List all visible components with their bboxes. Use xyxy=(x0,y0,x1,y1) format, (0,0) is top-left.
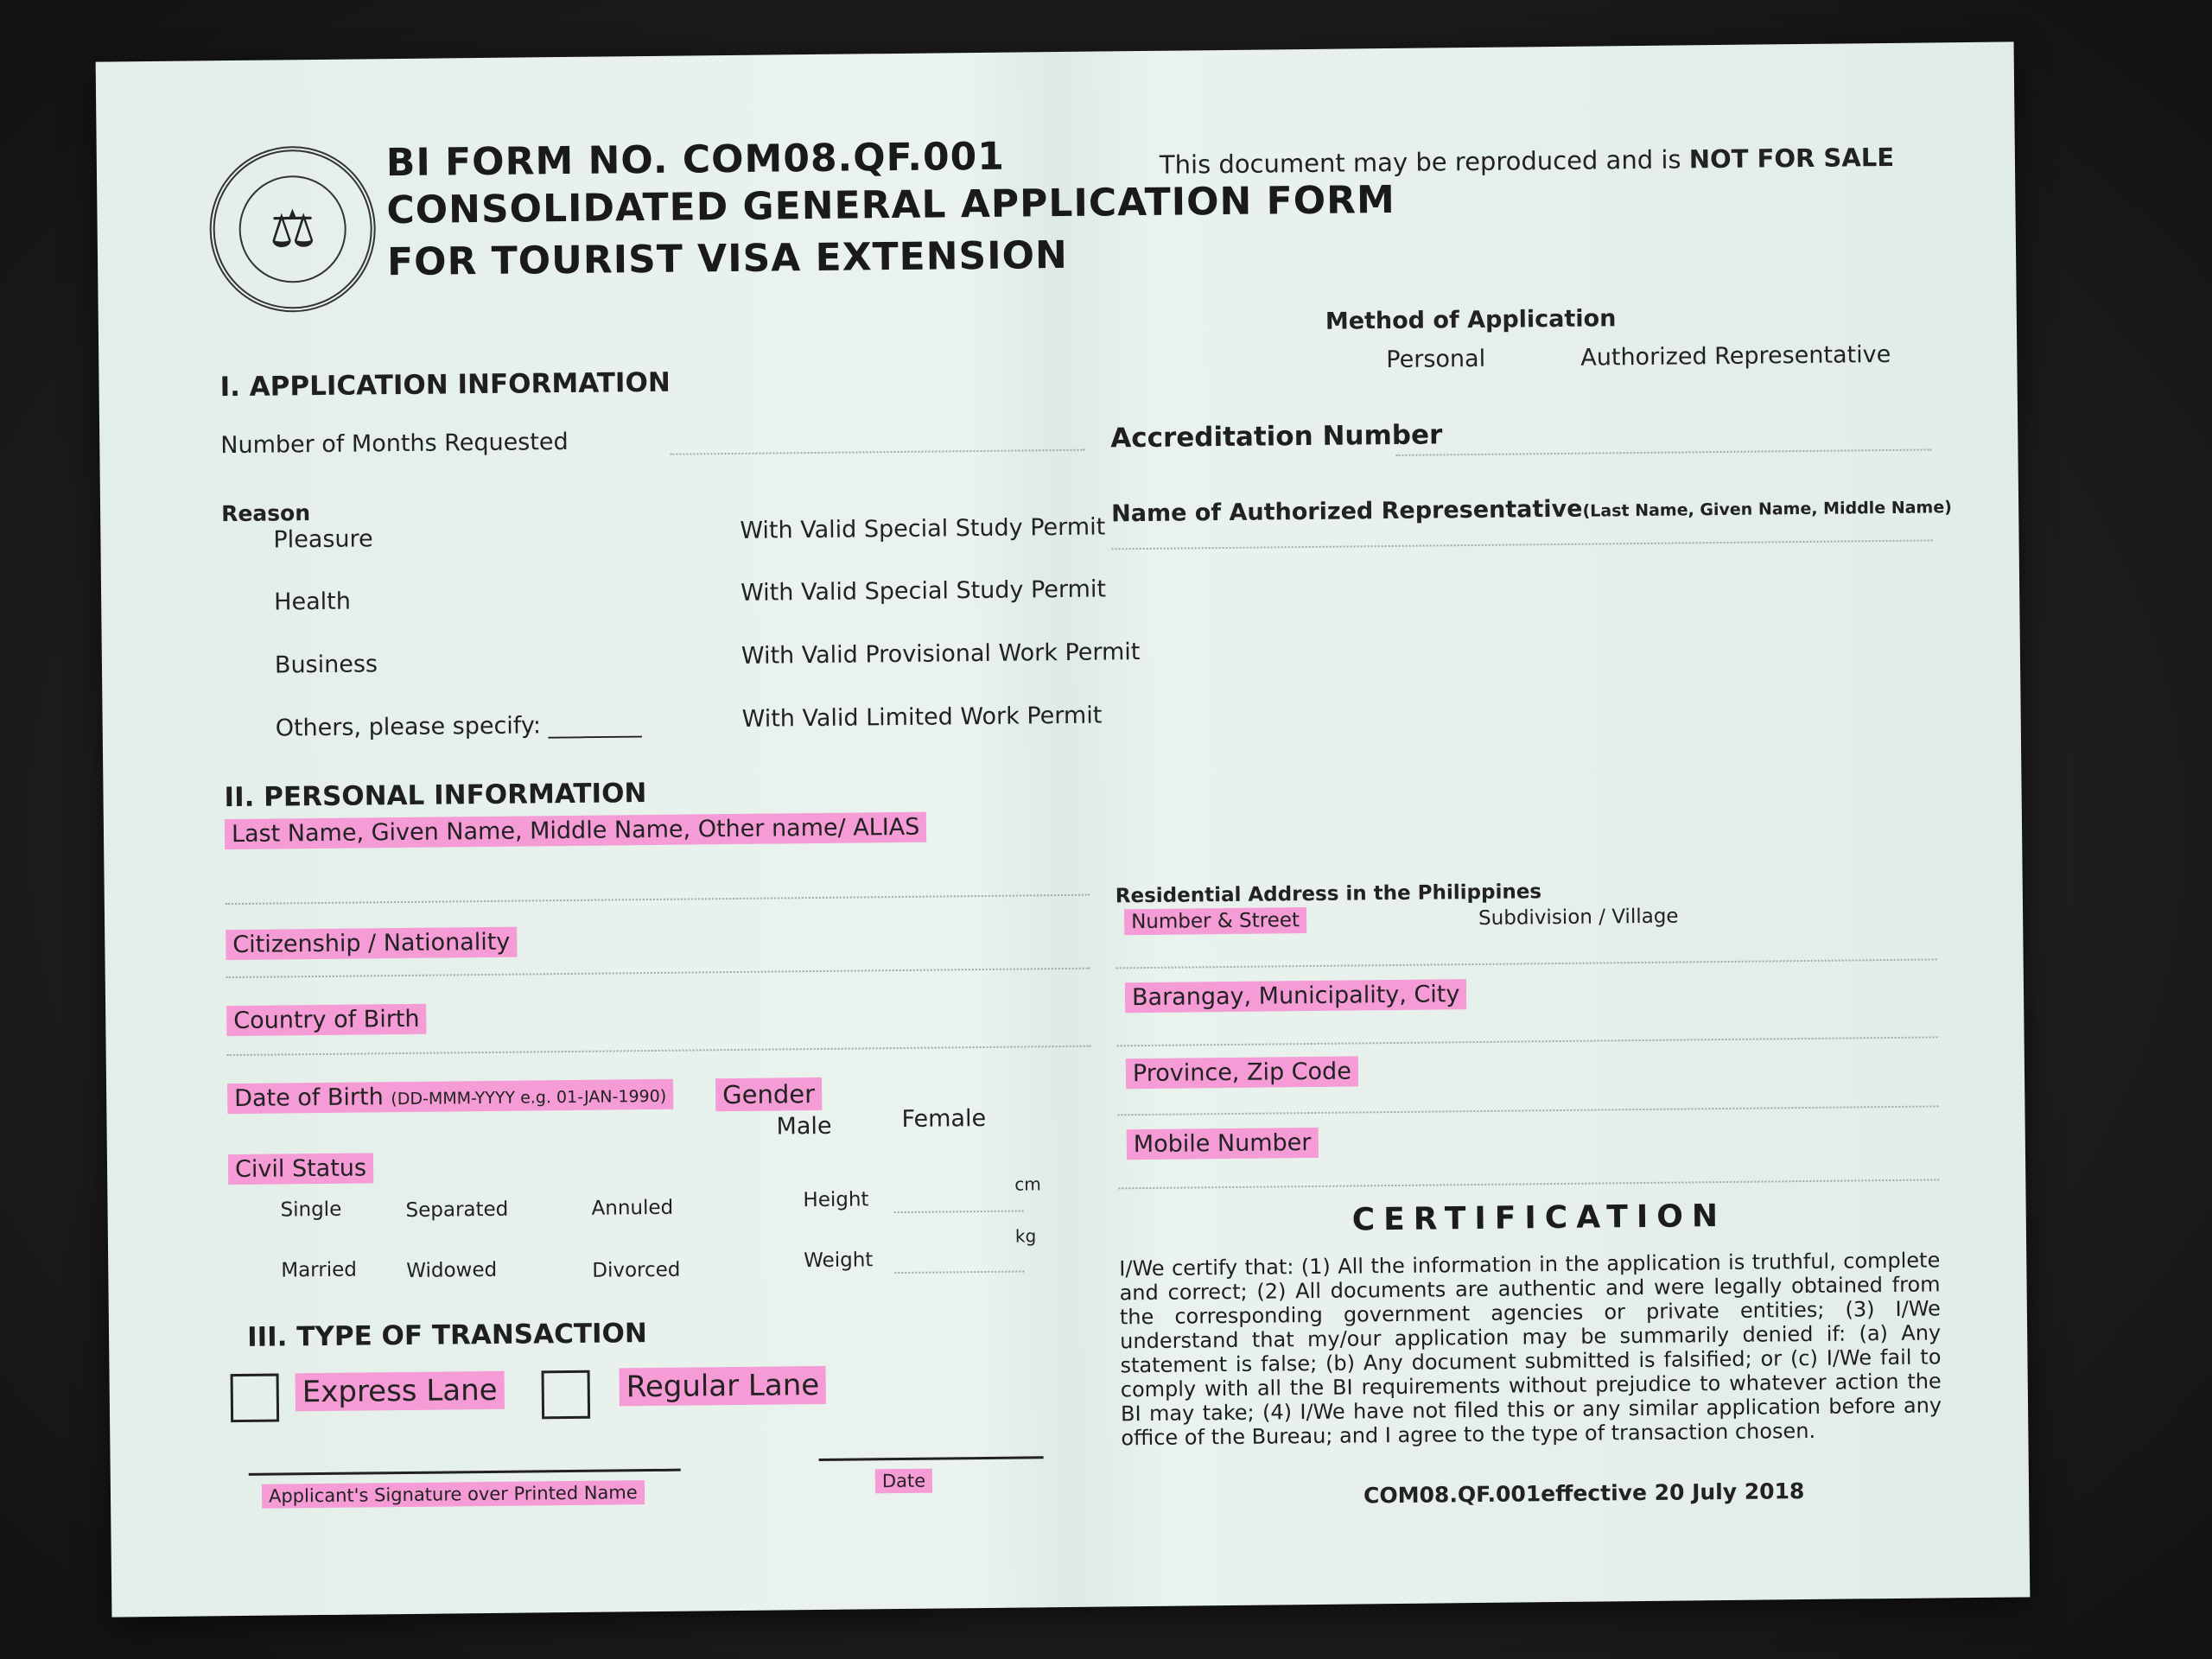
method-option-personal[interactable]: Personal xyxy=(1386,345,1486,374)
mobile-number-field[interactable] xyxy=(1118,1179,1939,1189)
reason-pleasure[interactable]: Pleasure xyxy=(273,525,373,554)
residential-address-heading: Residential Address in the Philippines xyxy=(1115,880,1542,908)
form-title-line2: FOR TOURIST VISA EXTENSION xyxy=(386,232,1069,285)
date-of-birth-label: Date of Birth (DD-MMM-YYYY e.g. 01-JAN-1990) xyxy=(227,1081,673,1112)
permit-special-study-2[interactable]: With Valid Special Study Permit xyxy=(740,575,1107,607)
civil-status-label: Civil Status xyxy=(228,1154,373,1183)
full-name-label: Last Name, Given Name, Middle Name, Other name/ ALIAS xyxy=(225,814,927,849)
civil-divorced[interactable]: Divorced xyxy=(592,1258,681,1282)
civil-separated[interactable]: Separated xyxy=(405,1198,509,1222)
applicant-signature-label: Applicant's Signature over Printed Name xyxy=(262,1482,645,1507)
barangay-field[interactable] xyxy=(1117,1036,1938,1046)
street-label: Number & Street xyxy=(1124,909,1306,933)
permit-special-study-1[interactable]: With Valid Special Study Permit xyxy=(740,513,1106,544)
rep-name-label: Name of Authorized Representative(Last Name, Given Name, Middle Name) xyxy=(1111,495,1952,528)
regular-lane-label: Regular Lane xyxy=(620,1368,827,1405)
street-subdivision-field[interactable] xyxy=(1116,958,1937,969)
personal-info-heading: II. PERSONAL INFORMATION xyxy=(224,778,647,814)
certification-heading: CERTIFICATION xyxy=(1351,1198,1727,1238)
method-option-authorized-rep[interactable]: Authorized Representative xyxy=(1580,340,1891,372)
civil-single[interactable]: Single xyxy=(280,1198,342,1222)
months-requested-label: Number of Months Requested xyxy=(220,428,569,460)
express-lane-checkbox[interactable] xyxy=(231,1374,280,1423)
gender-label: Gender xyxy=(715,1079,822,1109)
citizenship-field[interactable] xyxy=(226,968,1090,978)
certification-text: I/We certify that: (1) All the information in the application is truthful, complete and correct; (2) All documents are authentic and were legally obtained from the corresponding government agencies or private entities; (3) I/We understand that my/our application may be summarily denied if: (a) Any statement is false; (b) Any document submitted is falsified; or (c) I/We fail to comply with all the BI requirements without prejudice to whatever action the BI may take; (4) I/We have not filed this or any similar application before any office of the Bureau; and I agree to the type of transaction chosen. xyxy=(1119,1248,1942,1451)
province-field[interactable] xyxy=(1117,1105,1938,1116)
height-label: Height xyxy=(803,1188,869,1212)
gender-option-male[interactable]: Male xyxy=(776,1112,832,1141)
method-heading: Method of Application xyxy=(1325,305,1617,335)
months-requested-field[interactable] xyxy=(670,449,1084,455)
effective-date-footer: COM08.QF.001effective 20 July 2018 xyxy=(1363,1478,1805,1509)
accreditation-label: Accreditation Number xyxy=(1110,419,1443,454)
country-of-birth-field[interactable] xyxy=(227,1046,1091,1056)
form-paper xyxy=(96,41,2031,1617)
height-unit: cm xyxy=(1014,1173,1041,1195)
reason-health[interactable]: Health xyxy=(274,588,352,616)
bureau-seal-logo xyxy=(209,145,377,313)
form-number: BI FORM NO. COM08.QF.001 xyxy=(385,134,1006,186)
reproduction-notice: This document may be reproduced and is NOT FOR SALE xyxy=(1159,142,1895,180)
applicant-signature-line[interactable] xyxy=(249,1469,681,1476)
barangay-label: Barangay, Municipality, City xyxy=(1125,981,1467,1011)
gender-option-female[interactable]: Female xyxy=(901,1104,987,1133)
eagle-shield-icon: ⚖ xyxy=(238,175,346,283)
date-label: Date xyxy=(875,1471,932,1492)
weight-label: Weight xyxy=(804,1249,874,1273)
accreditation-field[interactable] xyxy=(1395,448,1931,455)
transaction-heading: III. TYPE OF TRANSACTION xyxy=(246,1318,648,1353)
height-field[interactable] xyxy=(894,1210,1024,1213)
regular-lane-checkbox[interactable] xyxy=(542,1370,591,1420)
application-info-heading: I. APPLICATION INFORMATION xyxy=(219,366,671,404)
reason-business[interactable]: Business xyxy=(274,651,378,679)
civil-married[interactable]: Married xyxy=(281,1258,358,1282)
full-name-field[interactable] xyxy=(226,894,1090,905)
permit-provisional-work[interactable]: With Valid Provisional Work Permit xyxy=(741,639,1141,670)
form-title-line1: CONSOLIDATED GENERAL APPLICATION FORM xyxy=(386,177,1396,233)
permit-limited-work[interactable]: With Valid Limited Work Permit xyxy=(741,702,1103,733)
rep-name-field[interactable] xyxy=(1112,539,1933,550)
weight-field[interactable] xyxy=(894,1270,1024,1274)
civil-annuled[interactable]: Annuled xyxy=(591,1196,674,1220)
mobile-number-label: Mobile Number xyxy=(1127,1129,1319,1158)
date-signature-line[interactable] xyxy=(819,1456,1044,1461)
weight-unit: kg xyxy=(1014,1225,1037,1247)
citizenship-label: Citizenship / Nationality xyxy=(226,929,517,959)
civil-widowed[interactable]: Widowed xyxy=(406,1258,498,1282)
express-lane-label: Express Lane xyxy=(296,1373,505,1410)
reason-others[interactable]: Others, please specify: ________ xyxy=(275,711,642,742)
country-of-birth-label: Country of Birth xyxy=(226,1006,427,1034)
subdivision-label: Subdivision / Village xyxy=(1478,905,1679,930)
province-label: Province, Zip Code xyxy=(1126,1058,1358,1087)
reason-label: Reason xyxy=(220,500,311,527)
